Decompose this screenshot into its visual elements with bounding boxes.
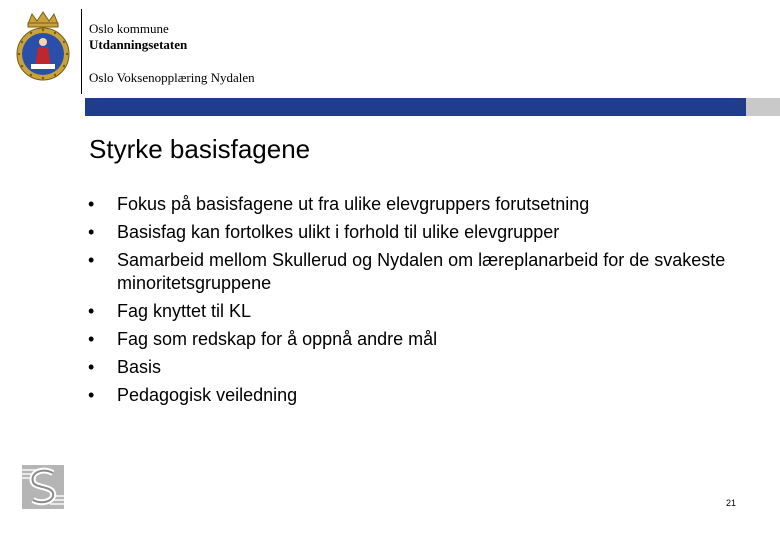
org-department: Utdanningsetaten xyxy=(89,37,188,52)
bullet-text: Fag knyttet til KL xyxy=(117,301,252,321)
bullet-text: Pedagogisk veiledning xyxy=(117,385,298,405)
bullet-text: Fag som redskap for å oppnå andre mål xyxy=(117,329,438,349)
bullet-item xyxy=(88,249,748,295)
bullet-marker: • xyxy=(88,194,95,214)
bullet-marker: • xyxy=(88,250,95,270)
bullet-text: Basis xyxy=(117,357,162,377)
bullet-marker: • xyxy=(88,222,95,242)
accent-bar-end xyxy=(746,98,780,116)
bullet-item xyxy=(88,300,748,323)
bullet-marker: • xyxy=(88,329,95,349)
oslo-coat-of-arms-icon xyxy=(14,10,72,82)
bullet-item xyxy=(88,384,748,407)
bullet-item xyxy=(88,328,748,351)
header-divider xyxy=(81,9,82,94)
bullet-item xyxy=(88,356,748,379)
bullet-text: Samarbeid mellom Skullerud og Nydalen om læreplanarbeid for de svakeste minoritetsgruppene xyxy=(117,250,726,293)
bullet-text: Basisfag kan fortolkes ulikt i forhold til ulike elevgrupper xyxy=(117,222,560,242)
page-number: 21 xyxy=(726,498,737,508)
accent-bar xyxy=(85,98,746,116)
org-name: Oslo kommune xyxy=(89,21,169,36)
slide-title: Styrke basisfagene xyxy=(89,134,311,164)
bullet-marker: • xyxy=(88,357,95,377)
bullet-marker: • xyxy=(88,301,95,321)
bullet-list xyxy=(88,193,748,412)
oslo-kommune-symbol-icon xyxy=(22,465,64,509)
bullet-item xyxy=(88,193,748,216)
bullet-text: Fokus på basisfagene ut fra ulike elevgruppers forutsetning xyxy=(117,194,590,214)
bullet-item xyxy=(88,221,748,244)
org-unit: Oslo Voksenopplæring Nydalen xyxy=(89,70,255,85)
bullet-marker: • xyxy=(88,385,95,405)
